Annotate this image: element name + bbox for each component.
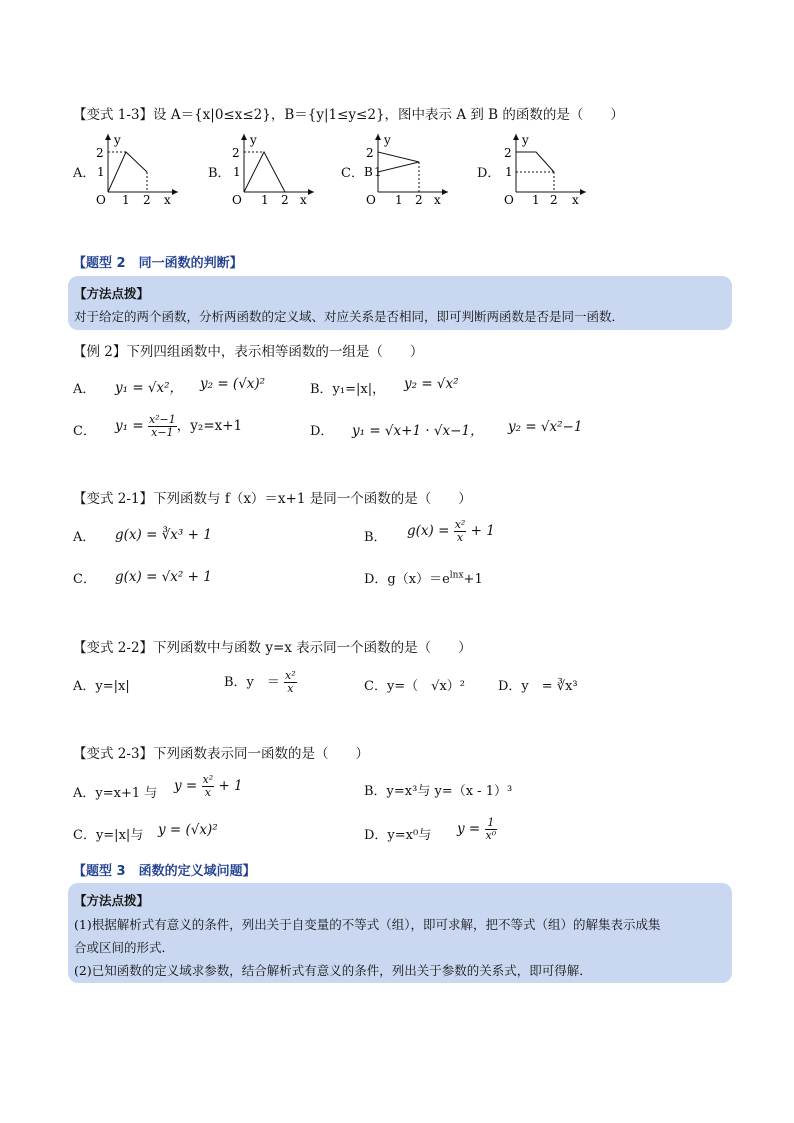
method-box-type-3 [68,883,732,983]
v23-option-b: B．y=x³与 y=（x - 1）³ [364,784,513,799]
variant-2-1-stem: 【变式 2-1】下列函数与 f（x）＝x+1 是同一个函数的是（ ） [73,491,472,507]
svg-text:1: 1 [374,165,382,179]
graph-b-label: B． [208,166,231,181]
axis-y-label: y [114,133,121,147]
ex2-option-b-label: B．y₁=|x|， [310,382,386,397]
ex2-option-a-y1: y₁ = √x²， [115,380,184,396]
v23-option-c-expr: y = (√x)² [158,822,218,838]
v21-option-a-expr: g(x) = ∛x³ + 1 [115,527,212,543]
ex2-option-d-y1: y₁ = √x+1 · √x−1， [352,423,484,439]
ex2-option-c-label: C． [73,424,96,439]
v21-option-a-label: A． [73,530,96,545]
method-box-title: 【方法点拨】 [74,893,150,908]
v21-option-c-expr: g(x) = √x² + 1 [115,569,212,585]
v22-option-c: C．y=（ √x）² [364,679,466,694]
variant-1-3-stem: 【变式 1-3】设 A＝{x|0≤x≤2}，B＝{y|1≤y≤2}，图中表示 A 到 B 的函数的是（ ） [73,107,624,123]
graph-c-label: C． [341,166,364,181]
v23-option-d-label: D．y=x⁰与 [364,828,432,843]
svg-text:2: 2 [415,193,423,207]
svg-text:O: O [366,193,376,207]
variant-2-3-stem: 【变式 2-3】下列函数表示同一函数的是（ ） [73,746,370,762]
graph-d-label: D． [477,166,501,181]
origin-label: O [96,193,106,207]
method-box-text: 对于给定的两个函数，分析两函数的定义域、对应关系是否相同，即可判断两函数是否是同一函数． [74,309,625,324]
example-2-stem: 【例 2】下列四组函数中，表示相等函数的一组是（ ） [73,344,424,360]
type-3-heading: 【题型 3 函数的定义域问题】 [73,864,256,879]
svg-text:1: 1 [97,165,105,179]
svg-text:x: x [434,193,441,207]
svg-text:y: y [384,133,391,147]
svg-text:O: O [232,193,242,207]
svg-text:2: 2 [96,146,104,160]
method-box-line-1: (1)根据解析式有意义的条件，列出关于自变量的不等式（组），即可求解，把不等式（组）的解集表示成集 [74,917,661,932]
svg-text:1: 1 [122,193,130,207]
method-box-title: 【方法点拨】 [74,286,150,301]
v22-option-a: A．y=|x| [73,679,130,694]
svg-text:1: 1 [233,165,241,179]
graph-b [228,130,318,210]
svg-text:B: B [364,165,373,179]
v23-option-c-label: C．y=|x|与 [73,828,144,843]
method-box-line-2: 合或区间的形式． [74,940,175,955]
svg-text:1: 1 [395,193,403,207]
svg-text:2: 2 [550,193,558,207]
svg-text:2: 2 [281,193,289,207]
ex2-option-a-label: A． [73,382,96,397]
svg-text:2: 2 [366,146,374,160]
ex2-option-b-y2: y₂ = √x² [404,376,459,392]
svg-text:2: 2 [143,193,151,207]
v23-option-d-expr: y = $\frac{1}{\text{x⁰}}$ [457,816,497,842]
graph-a-label: A． [73,166,96,181]
method-box-line-3: (2)已知函数的定义域求参数，结合解析式有意义的条件，列出关于参数的关系式，即可得解． [74,963,592,978]
ex2-option-d-y2: y₂ = √x²−1 [508,419,583,435]
svg-text:y: y [250,133,257,147]
variant-2-2-stem: 【变式 2-2】下列函数中与函数 y=x 表示同一个函数的是（ ） [73,640,472,656]
graph-a [92,130,182,210]
v21-option-d: D．$g(x)=e^{lnx}+1$ [364,570,483,587]
v22-option-d: D．y = ∛x³ [498,679,578,694]
v21-option-c-label: C． [73,572,96,587]
svg-text:1: 1 [261,193,269,207]
svg-text:x: x [164,193,171,207]
svg-text:x: x [572,193,579,207]
ex2-option-c-expr: y₁ = $\frac{\text{x²−1}}{x-1}$ ，y₂=x+1 [115,413,243,439]
svg-text:y: y [522,133,529,147]
v21-option-b-expr: g(x) = $\frac{\text{x²}}{x}$ + 1 [407,518,495,544]
v23-option-a-expr: y = $\frac{\text{x²}}{x}$ + 1 [174,773,243,799]
svg-text:2: 2 [504,146,512,160]
method-box-type-2 [68,276,732,330]
svg-text:1: 1 [532,193,540,207]
v21-option-b-label: B． [364,530,387,545]
svg-text:O: O [504,193,514,207]
graph-d [500,130,590,210]
v23-option-a-label: A．y=x+1 与 [73,786,158,801]
svg-text:1: 1 [505,165,513,179]
svg-text:2: 2 [232,146,240,160]
v22-option-b: B．y ＝ $\frac{\text{x²}}{x}$ [224,669,296,695]
type-2-heading: 【题型 2 同一函数的判断】 [73,256,243,271]
svg-text:x: x [300,193,307,207]
ex2-option-d-label: D． [310,424,334,439]
ex2-option-a-y2: y₂ = (√x)² [200,376,266,392]
graph-c [362,130,452,210]
